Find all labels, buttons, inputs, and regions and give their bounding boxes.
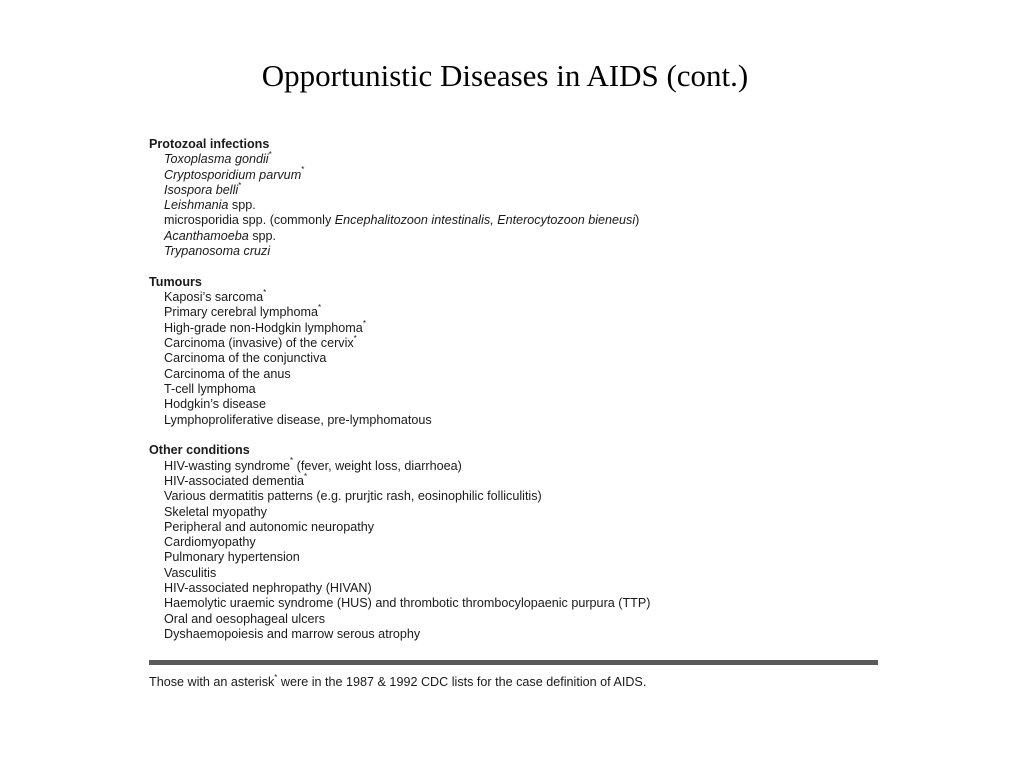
list-item: [164, 198, 879, 213]
item-text: HIV-associated dementia: [164, 473, 305, 488]
item-text: Carcinoma of the anus: [164, 366, 291, 381]
list-item: [164, 152, 879, 167]
list-item: [164, 367, 879, 382]
footnote-text-rest: were in the 1987 & 1992 CDC lists for the case definition of AIDS.: [277, 675, 647, 689]
item-text: Haemolytic uraemic syndrome (HUS) and thrombotic thrombocylopaenic purpura (TTP): [164, 596, 651, 611]
list-item: [164, 471, 879, 489]
item-text: HIV-wasting syndrome: [164, 458, 290, 473]
list-item: [164, 244, 879, 259]
item-list: [149, 456, 879, 643]
footnote-text: Those with an asterisk: [149, 675, 275, 689]
list-item: [164, 287, 879, 305]
item-text: Hodgkin’s disease: [164, 397, 266, 412]
list-item: [164, 535, 879, 550]
list-item: [164, 550, 879, 565]
list-item: [164, 333, 879, 351]
asterisk-mark: *: [238, 180, 242, 190]
list-item: [164, 612, 879, 627]
asterisk-mark: *: [304, 471, 308, 481]
item-text: Kaposi’s sarcoma: [164, 290, 264, 305]
item-text: Leishmania: [164, 198, 229, 213]
item-text: Cardiomyopathy: [164, 535, 256, 550]
asterisk-mark: *: [290, 456, 294, 466]
item-text: Acanthamoeba: [164, 228, 249, 243]
table-bottom-rule: [149, 660, 878, 665]
section-other-conditions: [149, 443, 879, 642]
item-text: Encephalitozoon intestinalis, Enterocytozoon bieneusi: [334, 213, 636, 228]
item-list: [149, 287, 879, 428]
list-item: [164, 413, 879, 428]
list-item: [164, 520, 879, 535]
list-item: [164, 596, 879, 611]
asterisk-mark: *: [301, 165, 305, 175]
item-text: Cryptosporidium parvum: [164, 167, 302, 182]
item-text: Trypanosoma cruzi: [164, 244, 271, 259]
item-text: Dyshaemopoiesis and marrow serous atrophy: [164, 626, 421, 641]
list-item: [164, 566, 879, 581]
list-item: [164, 213, 879, 228]
item-text: ): [635, 213, 640, 228]
list-item: [164, 382, 879, 397]
asterisk-mark: *: [268, 150, 272, 160]
section-protozoal: [149, 137, 879, 259]
list-item: [164, 229, 879, 244]
section-heading: Protozoal infections: [149, 137, 270, 151]
list-item: [164, 180, 879, 198]
item-text: Skeletal myopathy: [164, 504, 267, 519]
list-item: [164, 318, 879, 336]
item-text: Toxoplasma gondii: [164, 152, 269, 167]
list-item: [164, 456, 879, 474]
item-text: Carcinoma of the conjunctiva: [164, 351, 327, 366]
item-text: Isospora belli: [164, 182, 239, 197]
item-text: T-cell lymphoma: [164, 381, 256, 396]
footnote: [149, 672, 878, 689]
disease-table: [149, 137, 879, 658]
list-item: [164, 627, 879, 642]
item-text: microsporidia spp. (commonly: [164, 213, 335, 228]
asterisk-mark: *: [353, 333, 357, 343]
item-text: Primary cerebral lymphoma: [164, 305, 318, 320]
item-list: [149, 152, 879, 259]
item-text: Peripheral and autonomic neuropathy: [164, 519, 375, 534]
list-item: [164, 397, 879, 412]
slide-title: Opportunistic Diseases in AIDS (cont.): [261, 58, 749, 93]
item-text: spp.: [248, 228, 277, 243]
item-text: HIV-associated nephropathy (HIVAN): [164, 581, 372, 596]
section-tumours: [149, 275, 879, 428]
item-text: High-grade non-Hodgkin lymphoma: [164, 320, 363, 335]
item-text: Vasculitis: [164, 565, 217, 580]
list-item: [164, 489, 879, 504]
asterisk-mark: *: [274, 672, 278, 682]
asterisk-mark: *: [263, 287, 267, 297]
section-heading: Other conditions: [149, 443, 250, 458]
item-text: Pulmonary hypertension: [164, 550, 300, 565]
item-text: spp.: [228, 198, 256, 213]
asterisk-mark: *: [317, 303, 322, 313]
item-text: Carcinoma (invasive) of the cervix: [164, 336, 354, 351]
list-item: [164, 305, 879, 320]
list-item: [164, 165, 879, 183]
asterisk-mark: *: [362, 318, 366, 328]
list-item: [164, 351, 879, 366]
item-text: Lymphoproliferative disease, pre-lymphomatous: [164, 412, 432, 427]
section-heading: Tumours: [149, 274, 202, 289]
item-text: Various dermatitis patterns (e.g. prurjtic rash, eosinophilic folliculitis): [164, 489, 542, 504]
item-text: (fever, weight loss, diarrhoea): [293, 458, 462, 473]
list-item: [164, 581, 879, 596]
list-item: [164, 505, 879, 520]
item-text: Oral and oesophageal ulcers: [164, 611, 326, 626]
